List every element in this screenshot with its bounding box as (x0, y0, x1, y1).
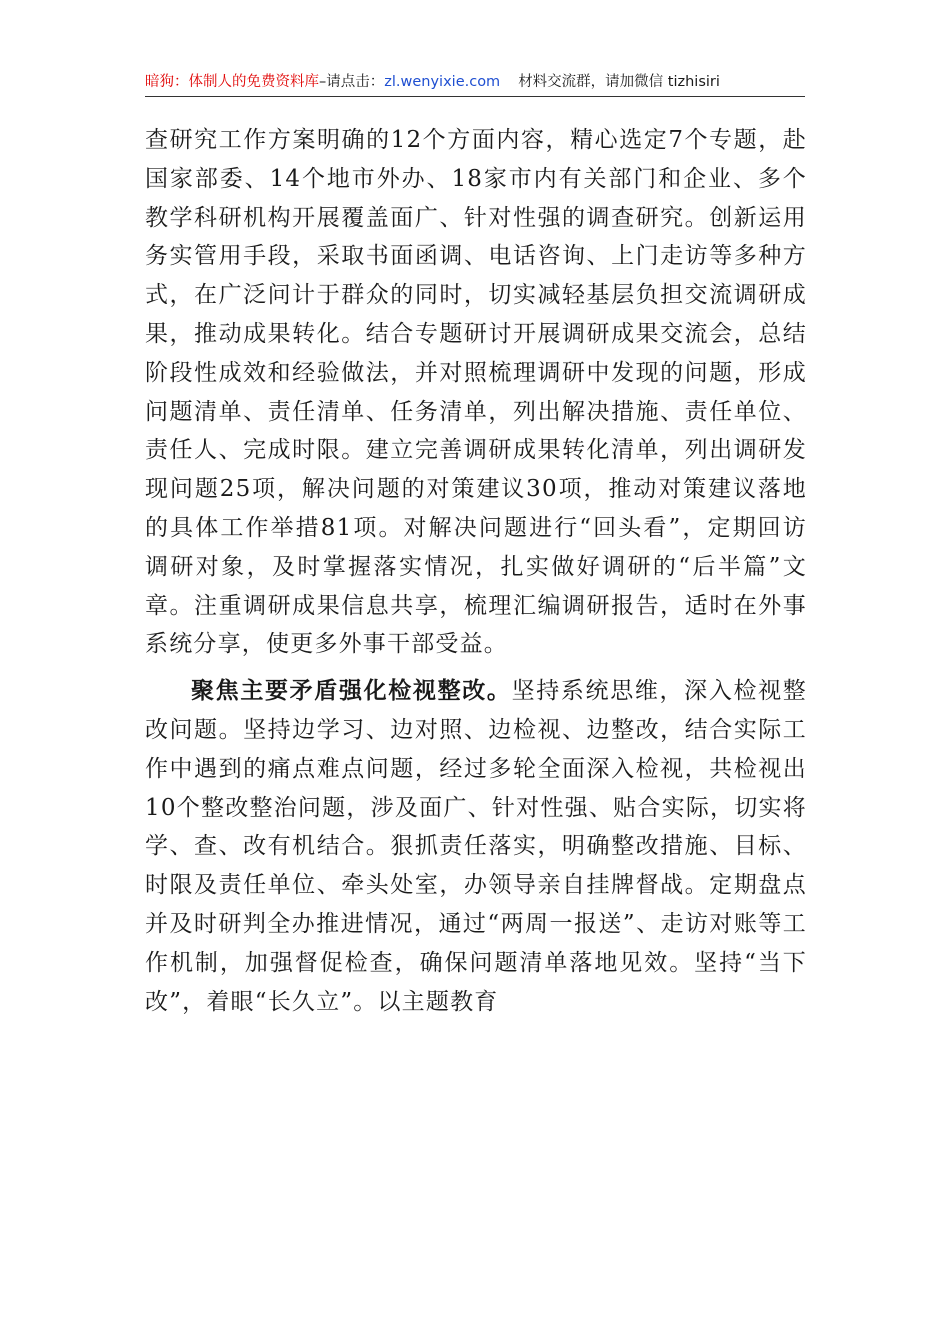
header-url-link[interactable]: zl.wenyixie.com (384, 74, 501, 90)
paragraph-2-text: 坚持系统思维，深入检视整改问题。坚持边学习、边对照、边检视、边整改，结合实际工作中遇到的痛点难点问题，经过多轮全面深入检视，共检视出10个整改整治问题，涉及面广、针对性强、贴合实际，切实将学、查、改有机结合。狠抓责任落实，明确整改措施、目标、时限及责任单位、牵头处室，办领导亲自挂牌督战。定期盘点并及时研判全办推进情况，通过“两周一报送”、走访对账等工作机制，加强督促检查，确保问题清单落地见效。坚持“当下改”，着眼“长久立”。以主题教育 (145, 678, 807, 1015)
header-click-prompt: –请点击： (319, 74, 385, 90)
paragraph-2-heading: 聚焦主要矛盾强化检视整改。 (191, 677, 512, 705)
header-wechat-note: 材料交流群，请加微信 tizhisiri (518, 74, 720, 90)
page-header (145, 72, 805, 97)
paragraph-2 (145, 672, 807, 1021)
header-brand: 暗狗：体制人的免费资料库 (145, 74, 319, 90)
paragraph-1: 查研究工作方案明确的12个方面内容，精心选定7个专题，赴国家部委、14个地市外办、18家市内有关部门和企业、多个教学科研机构开展覆盖面广、针对性强的调查研究。创新运用务实管用手段，采取书面函调、电话咨询、上门走访等多种方式，在广泛问计于群众的同时，切实减轻基层负担交流调研成果，推动成果转化。结合专题研讨开展调研成果交流会，总结阶段性成效和经验做法，并对照梳理调研中发现的问题，形成问题清单、责任清单、任务清单，列出解决措施、责任单位、责任人、完成时限。建立完善调研成果转化清单，列出调研发现问题25项，解决问题的对策建议30项，推动对策建议落地的具体工作举措81项。对解决问题进行“回头看”，定期回访调研对象，及时掌握落实情况，扎实做好调研的“后半篇”文章。注重调研成果信息共享，梳理汇编调研报告，适时在外事系统分享，使更多外事干部受益。 (145, 127, 807, 658)
document-body (145, 121, 807, 1021)
